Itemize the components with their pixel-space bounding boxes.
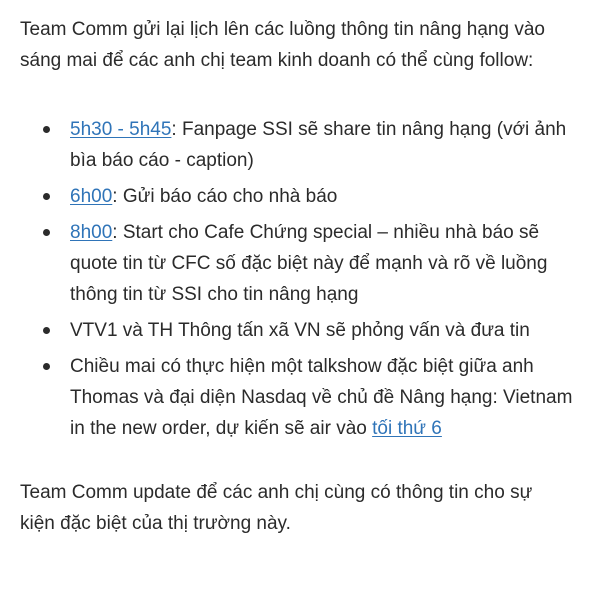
- list-item-text: : Gửi báo cáo cho nhà báo: [112, 186, 338, 207]
- outro-paragraph: [20, 477, 580, 539]
- list-item: [70, 217, 580, 310]
- list-item-text: Chiều mai có thực hiện một talkshow đặc biệt giữa anh Thomas và đại diện Nasdaq về chủ đề Nâng hạng: Vietnam in the new order, dự kiến sẽ air vào: [70, 356, 573, 439]
- list-item-text: : Fanpage SSI sẽ share tin nâng hạng (với ảnh bìa báo cáo - caption): [70, 119, 567, 171]
- list-item: [70, 181, 580, 212]
- time-link-600[interactable]: 6h00: [70, 186, 113, 207]
- intro-paragraph: [20, 14, 580, 76]
- intro-line-1: Team Comm gửi lại lịch lên các luồng thông tin nâng hạng vào: [20, 19, 545, 40]
- list-item: [70, 315, 580, 346]
- bullet-icon: [43, 126, 50, 133]
- list-item-text: VTV1 và TH Thông tấn xã VN sẽ phỏng vấn và đưa tin: [70, 320, 530, 341]
- intro-line-2: sáng mai để các anh chị team kinh doanh có thể cùng follow:: [20, 50, 534, 71]
- schedule-list: [20, 114, 580, 444]
- list-item: [70, 351, 580, 444]
- time-link-530[interactable]: 5h30 - 5h45: [70, 119, 172, 140]
- outro-line-1: Team Comm update để các anh chị cùng có thông tin cho sự: [20, 482, 533, 503]
- bullet-icon: [43, 229, 50, 236]
- time-link-800[interactable]: 8h00: [70, 222, 113, 243]
- date-link-friday-night[interactable]: tối thứ 6: [372, 418, 442, 439]
- bullet-icon: [43, 327, 50, 334]
- outro-line-2: kiện đặc biệt của thị trường này.: [20, 513, 291, 534]
- list-item-text: : Start cho Cafe Chứng special – nhiều nhà báo sẽ quote tin từ CFC số đặc biệt này để mạnh và rõ về luồng thông tin từ SSI cho tin nâng hạng: [70, 222, 548, 305]
- list-item: [70, 114, 580, 176]
- bullet-icon: [43, 193, 50, 200]
- bullet-icon: [43, 363, 50, 370]
